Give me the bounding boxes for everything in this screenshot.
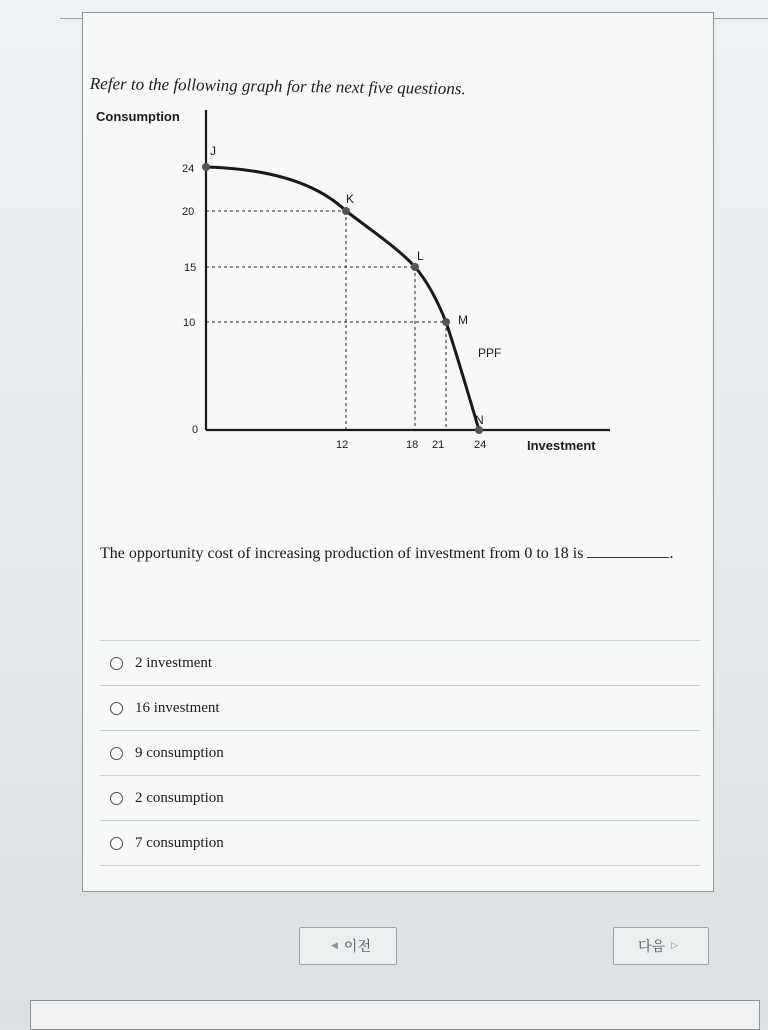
radio-button-icon[interactable] (110, 702, 123, 715)
bottom-panel (30, 1000, 760, 1030)
y-tick-label: 0 (192, 424, 199, 436)
option-row[interactable] (100, 776, 700, 821)
option-label[interactable]: 9 consumption (135, 744, 224, 761)
point-label-k: K (346, 192, 355, 206)
prev-button-label: 이전 (343, 939, 371, 955)
x-tick-label: 18 (406, 439, 419, 451)
prev-button[interactable] (299, 927, 397, 965)
y-tick-label: 20 (182, 206, 195, 218)
point-label-l: L (417, 249, 424, 263)
answer-options (100, 640, 700, 866)
ppf-graph (90, 100, 630, 470)
option-label[interactable]: 16 investment (135, 699, 220, 716)
x-tick-label: 21 (432, 439, 445, 451)
radio-button-icon[interactable] (110, 747, 123, 760)
x-axis-label: Investment (527, 438, 596, 453)
question-intro: Refer to the following graph for the next five questions. (89, 74, 466, 99)
option-row[interactable] (100, 731, 700, 776)
y-tick-label: 15 (184, 262, 197, 274)
option-row[interactable] (100, 686, 700, 731)
point-j (202, 163, 210, 171)
answer-blank (587, 543, 669, 558)
question-body: The opportunity cost of increasing production of investment from 0 to 18 is (100, 545, 584, 562)
right-arrow-icon: ▷ (671, 941, 678, 951)
ppf-label: PPF (478, 346, 502, 360)
x-tick-label: 12 (336, 439, 349, 451)
point-label-m: M (458, 313, 468, 327)
radio-button-icon[interactable] (110, 657, 123, 670)
next-button[interactable] (613, 927, 709, 965)
option-label[interactable]: 2 consumption (135, 789, 224, 806)
point-n (475, 426, 483, 434)
option-label[interactable]: 7 consumption (135, 834, 224, 851)
point-l (411, 263, 419, 271)
next-button-label: 다음 (638, 939, 666, 955)
point-m (442, 318, 450, 326)
radio-button-icon[interactable] (110, 792, 123, 805)
option-row[interactable] (100, 821, 700, 866)
y-tick-label: 24 (182, 163, 195, 175)
option-row[interactable] (100, 641, 700, 686)
ppf-curve (206, 167, 479, 430)
y-axis-label: Consumption (96, 109, 180, 124)
point-label-j: J (210, 144, 216, 158)
y-tick-label: 10 (183, 317, 196, 329)
point-k (342, 207, 350, 215)
option-label[interactable]: 2 investment (135, 654, 213, 671)
question-suffix: . (669, 545, 674, 562)
x-tick-label: 24 (474, 439, 487, 451)
radio-button-icon[interactable] (110, 837, 123, 850)
left-arrow-icon: ◀ (331, 941, 338, 951)
point-label-n: N (475, 413, 484, 427)
question-text (100, 540, 700, 567)
